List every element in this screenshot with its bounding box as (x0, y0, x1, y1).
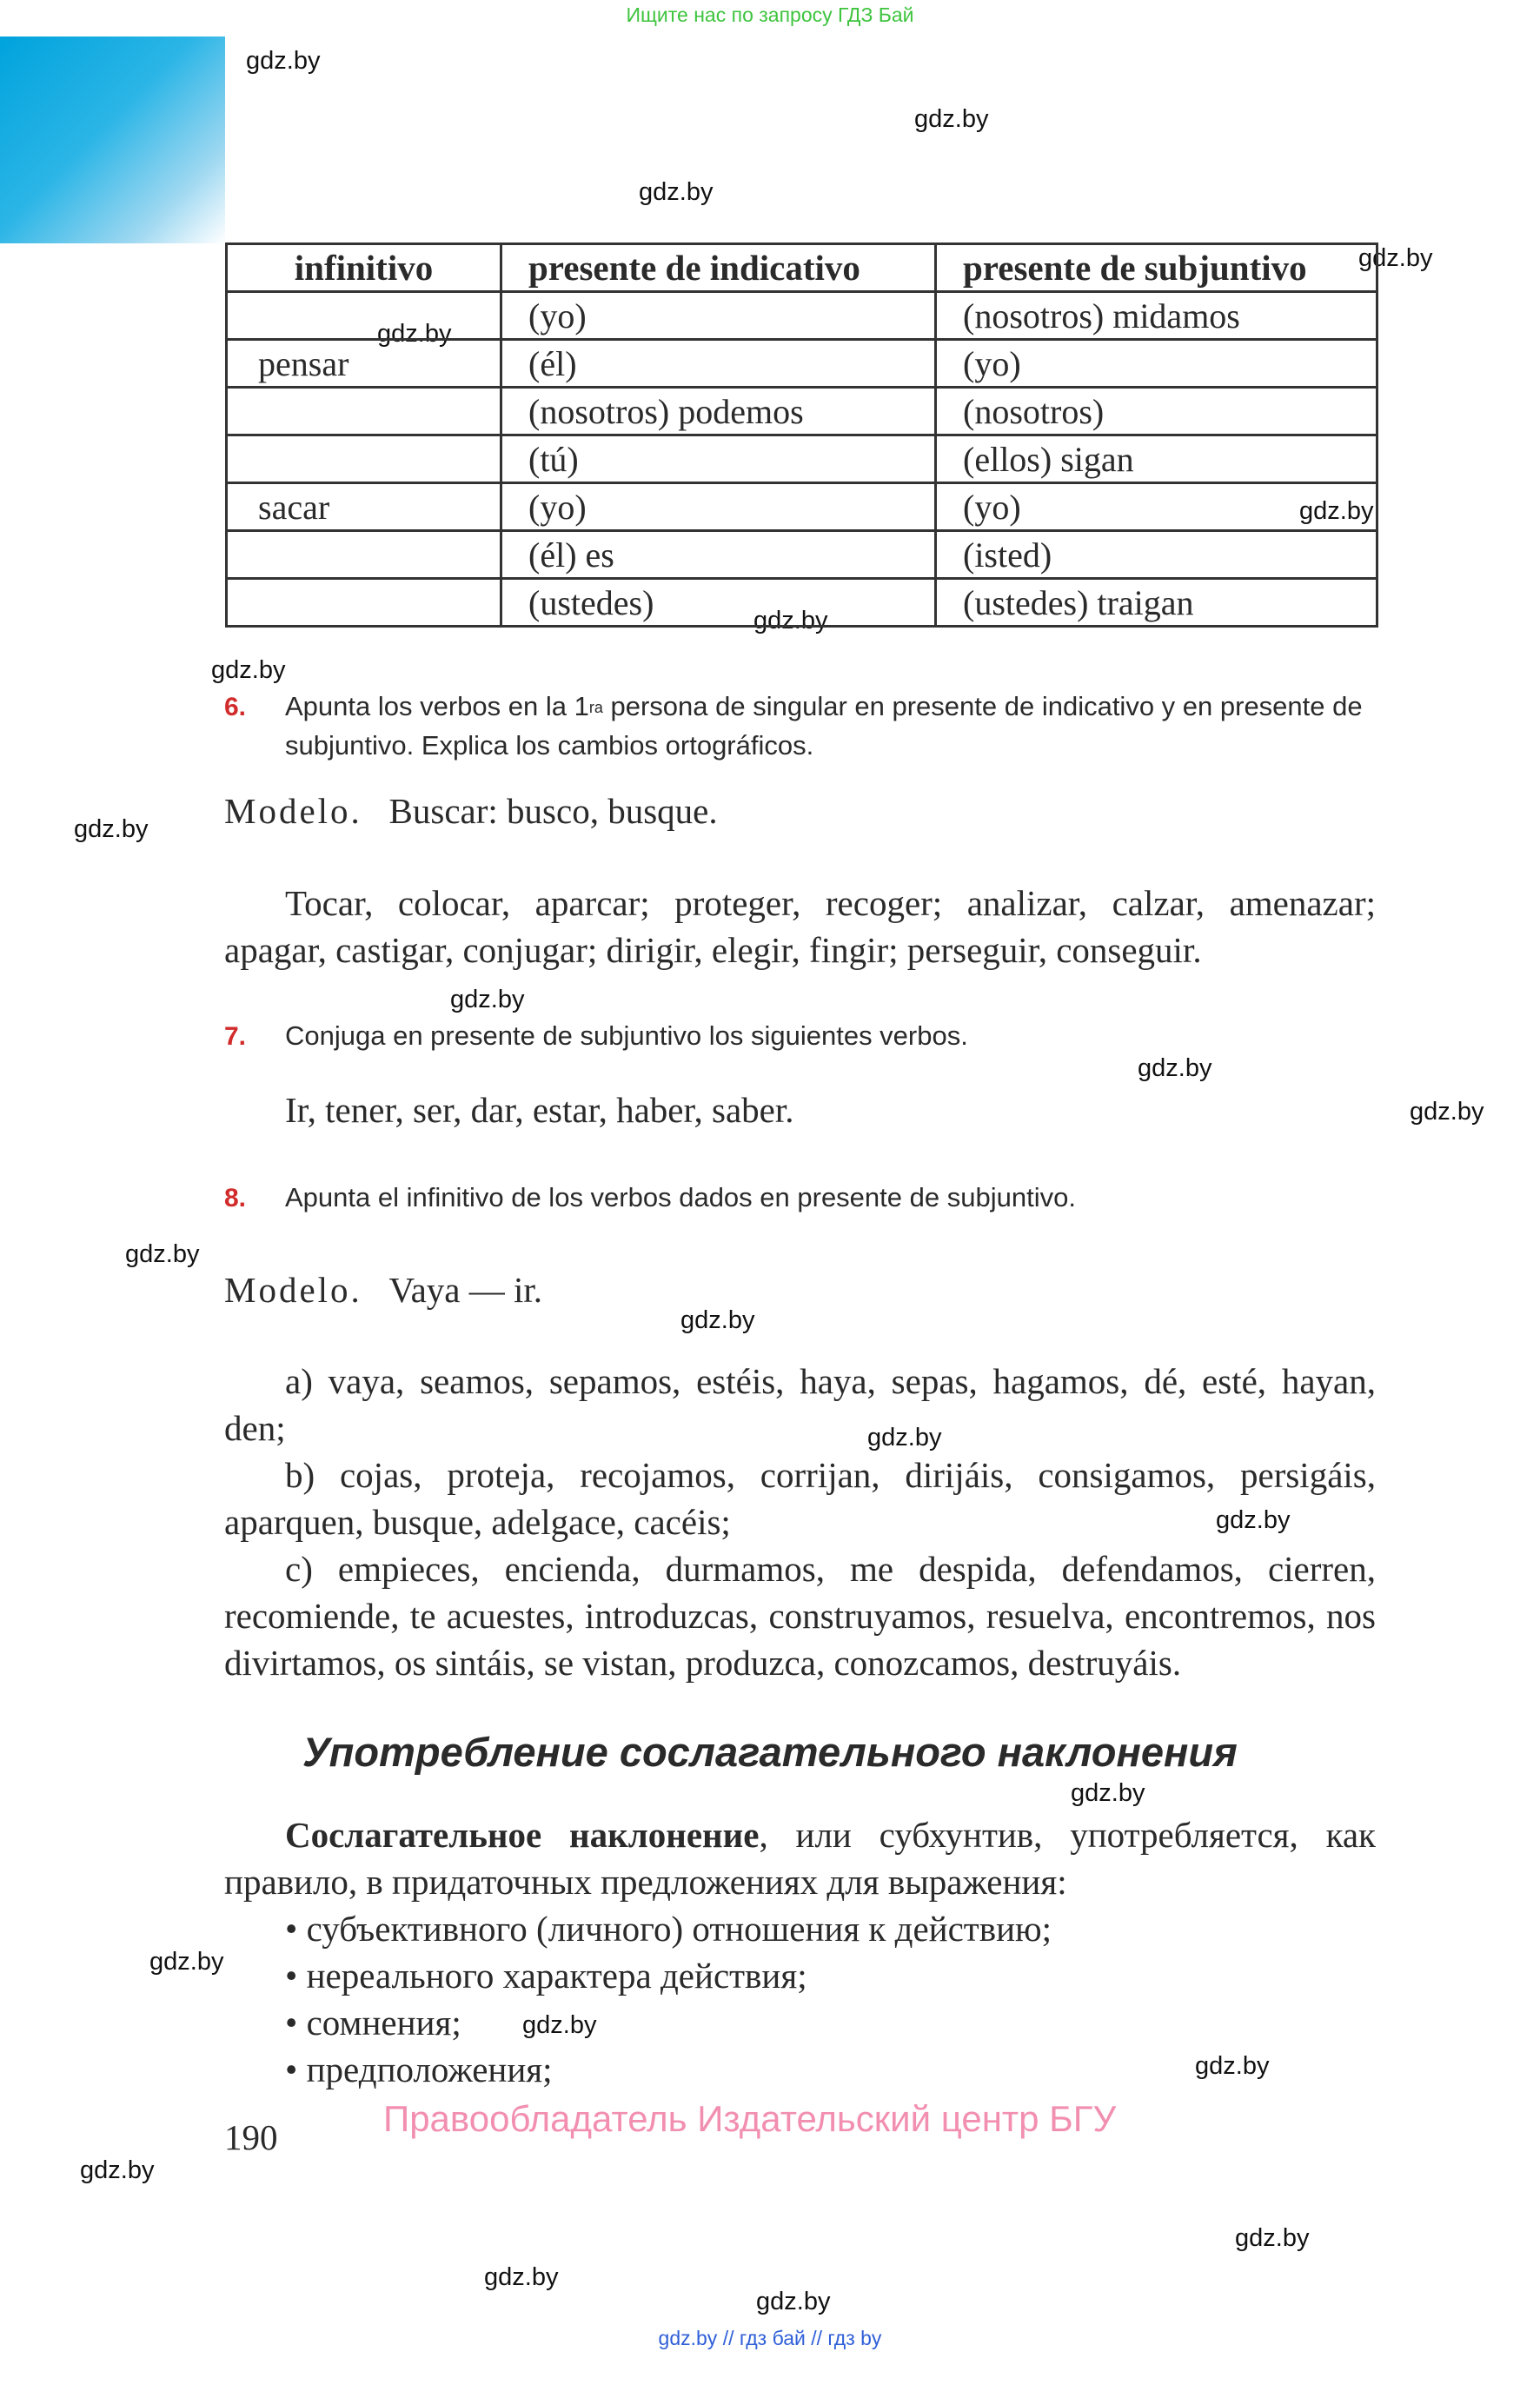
section-intro: Сослагательное наклонение, или субхунтив, употребляется, как правило, в придаточных предложениях для выражения: (224, 1815, 1376, 1902)
section-heading: Употребление сослагательного наклонения (302, 1729, 1238, 1775)
table-cell: (él) (501, 340, 936, 388)
table-cell: (ellos) sigan (936, 435, 1377, 483)
table-cell: (ustedes) traigan (936, 579, 1377, 627)
watermark: gdz.by (74, 815, 149, 843)
table-cell: (yo) (936, 340, 1377, 388)
table-cell: (nosotros) podemos (501, 388, 936, 435)
table-row (227, 579, 1377, 627)
column-header: presente de indicativo (501, 244, 936, 292)
table-cell (227, 388, 501, 435)
watermark: gdz.by (484, 2263, 559, 2291)
watermark: gdz.by (1299, 497, 1374, 525)
table-cell (227, 292, 501, 340)
table-cell: (tú) (501, 435, 936, 483)
watermark: gdz.by (1235, 2224, 1310, 2252)
table-cell: (yo) (501, 292, 936, 340)
column-header: infinitivo (227, 244, 501, 292)
watermark: gdz.by (1071, 1779, 1145, 1807)
footer-links[interactable]: gdz.by // гдз бай // гдз by (658, 2327, 882, 2349)
watermark: gdz.by (211, 656, 286, 684)
watermark: gdz.by (1216, 1506, 1291, 1534)
page-number: 190 (224, 2117, 278, 2157)
watermark: gdz.by (377, 320, 452, 348)
table-cell: (él) es (501, 531, 936, 579)
item-c: c) empieces, encienda, durmamos, me despida, defendamos, cierren, recomiende, te acuestes, introduzcas, construyamos, resuelva, encontremos, nos divirtamos, os sintáis, se vistan, produzca, conozcamos, destruyáis. (224, 1549, 1376, 1683)
table-header-row (227, 244, 1377, 292)
watermark: gdz.by (914, 105, 989, 133)
table-row (227, 435, 1377, 483)
exercise-body: Ir, tener, ser, dar, estar, haber, saber. (285, 1090, 794, 1130)
watermark: gdz.by (753, 607, 828, 634)
item-a: a) vaya, seamos, sepamos, estéis, haya, sepas, hagamos, dé, esté, hayan, den; (224, 1361, 1376, 1448)
table-row (227, 483, 1377, 531)
rights-holder-note: Правообладатель Издательский центр БГУ (383, 2098, 1117, 2139)
exercise-number: 6. (224, 693, 247, 721)
table-cell: (ustedes) (501, 579, 936, 627)
table-cell (227, 579, 501, 627)
table-row (227, 388, 1377, 435)
watermark: gdz.by (149, 1948, 224, 1976)
model-example: Modelo. Buscar: busco, busque. (224, 791, 718, 831)
exercise-body: Tocar, colocar, aparcar; proteger, recoger; analizar, calzar, amenazar; apagar, castigar, conjugar; dirigir, elegir, fingir; perseguir, conseguir. (224, 883, 1376, 970)
column-header: presente de subjuntivo (936, 244, 1377, 292)
table-cell: (yo) (936, 483, 1377, 531)
exercise-number: 7. (224, 1022, 247, 1051)
watermark: gdz.by (80, 2156, 155, 2184)
table-cell: (nosotros) (936, 388, 1377, 435)
watermark: gdz.by (867, 1424, 942, 1452)
watermark: gdz.by (1410, 1098, 1484, 1126)
list-item: • предположения; (285, 2050, 553, 2089)
conjugation-table (225, 242, 1378, 628)
list-item: • сомнения; (285, 2003, 461, 2043)
watermark: gdz.by (450, 986, 525, 1013)
table-row (227, 340, 1377, 388)
watermark: gdz.by (522, 2011, 597, 2039)
watermark: gdz.by (639, 178, 714, 206)
table-row (227, 531, 1377, 579)
watermark: gdz.by (1358, 244, 1433, 272)
search-hint: Ищите нас по запросу ГДЗ Бай (626, 3, 914, 26)
exercise-instruction: Conjuga en presente de subjuntivo los siguientes verbos. (285, 1020, 968, 1051)
table-cell: sacar (227, 483, 501, 531)
watermark: gdz.by (1195, 2052, 1270, 2080)
corner-decoration (0, 37, 225, 243)
table-cell (227, 435, 501, 483)
table-cell: (nosotros) midamos (936, 292, 1377, 340)
table-cell: (yo) (501, 483, 936, 531)
exercise-instruction: Apunta los verbos en la $1^{ra}$ persona de singular en presente de indicativo y en presente de subjuntivo. Explica los cambios ortográficos. (285, 691, 1363, 761)
watermark: gdz.by (246, 47, 321, 75)
table-cell: (isted) (936, 531, 1377, 579)
table-cell: pensar (227, 340, 501, 388)
watermark: gdz.by (756, 2288, 831, 2315)
exercise-number: 8. (224, 1184, 247, 1212)
exercise-body (224, 1358, 1376, 1686)
list-item: • нереального характера действия; (285, 1956, 807, 1996)
table-row (227, 292, 1377, 340)
watermark: gdz.by (1138, 1054, 1212, 1082)
model-example: Modelo. Vaya — ir. (224, 1270, 543, 1310)
item-b: b) cojas, proteja, recojamos, corrijan, dirijáis, consigamos, persigáis, aparquen, busque, adelgace, cacéis; (224, 1455, 1376, 1542)
exercise-instruction: Apunta el infinitivo de los verbos dados en presente de subjuntivo. (285, 1182, 1076, 1212)
table-cell (227, 531, 501, 579)
watermark: gdz.by (680, 1306, 755, 1334)
list-item: • субъективного (личного) отношения к действию; (285, 1909, 1052, 1949)
watermark: gdz.by (125, 1240, 200, 1268)
bullet-list (285, 1905, 1052, 2093)
